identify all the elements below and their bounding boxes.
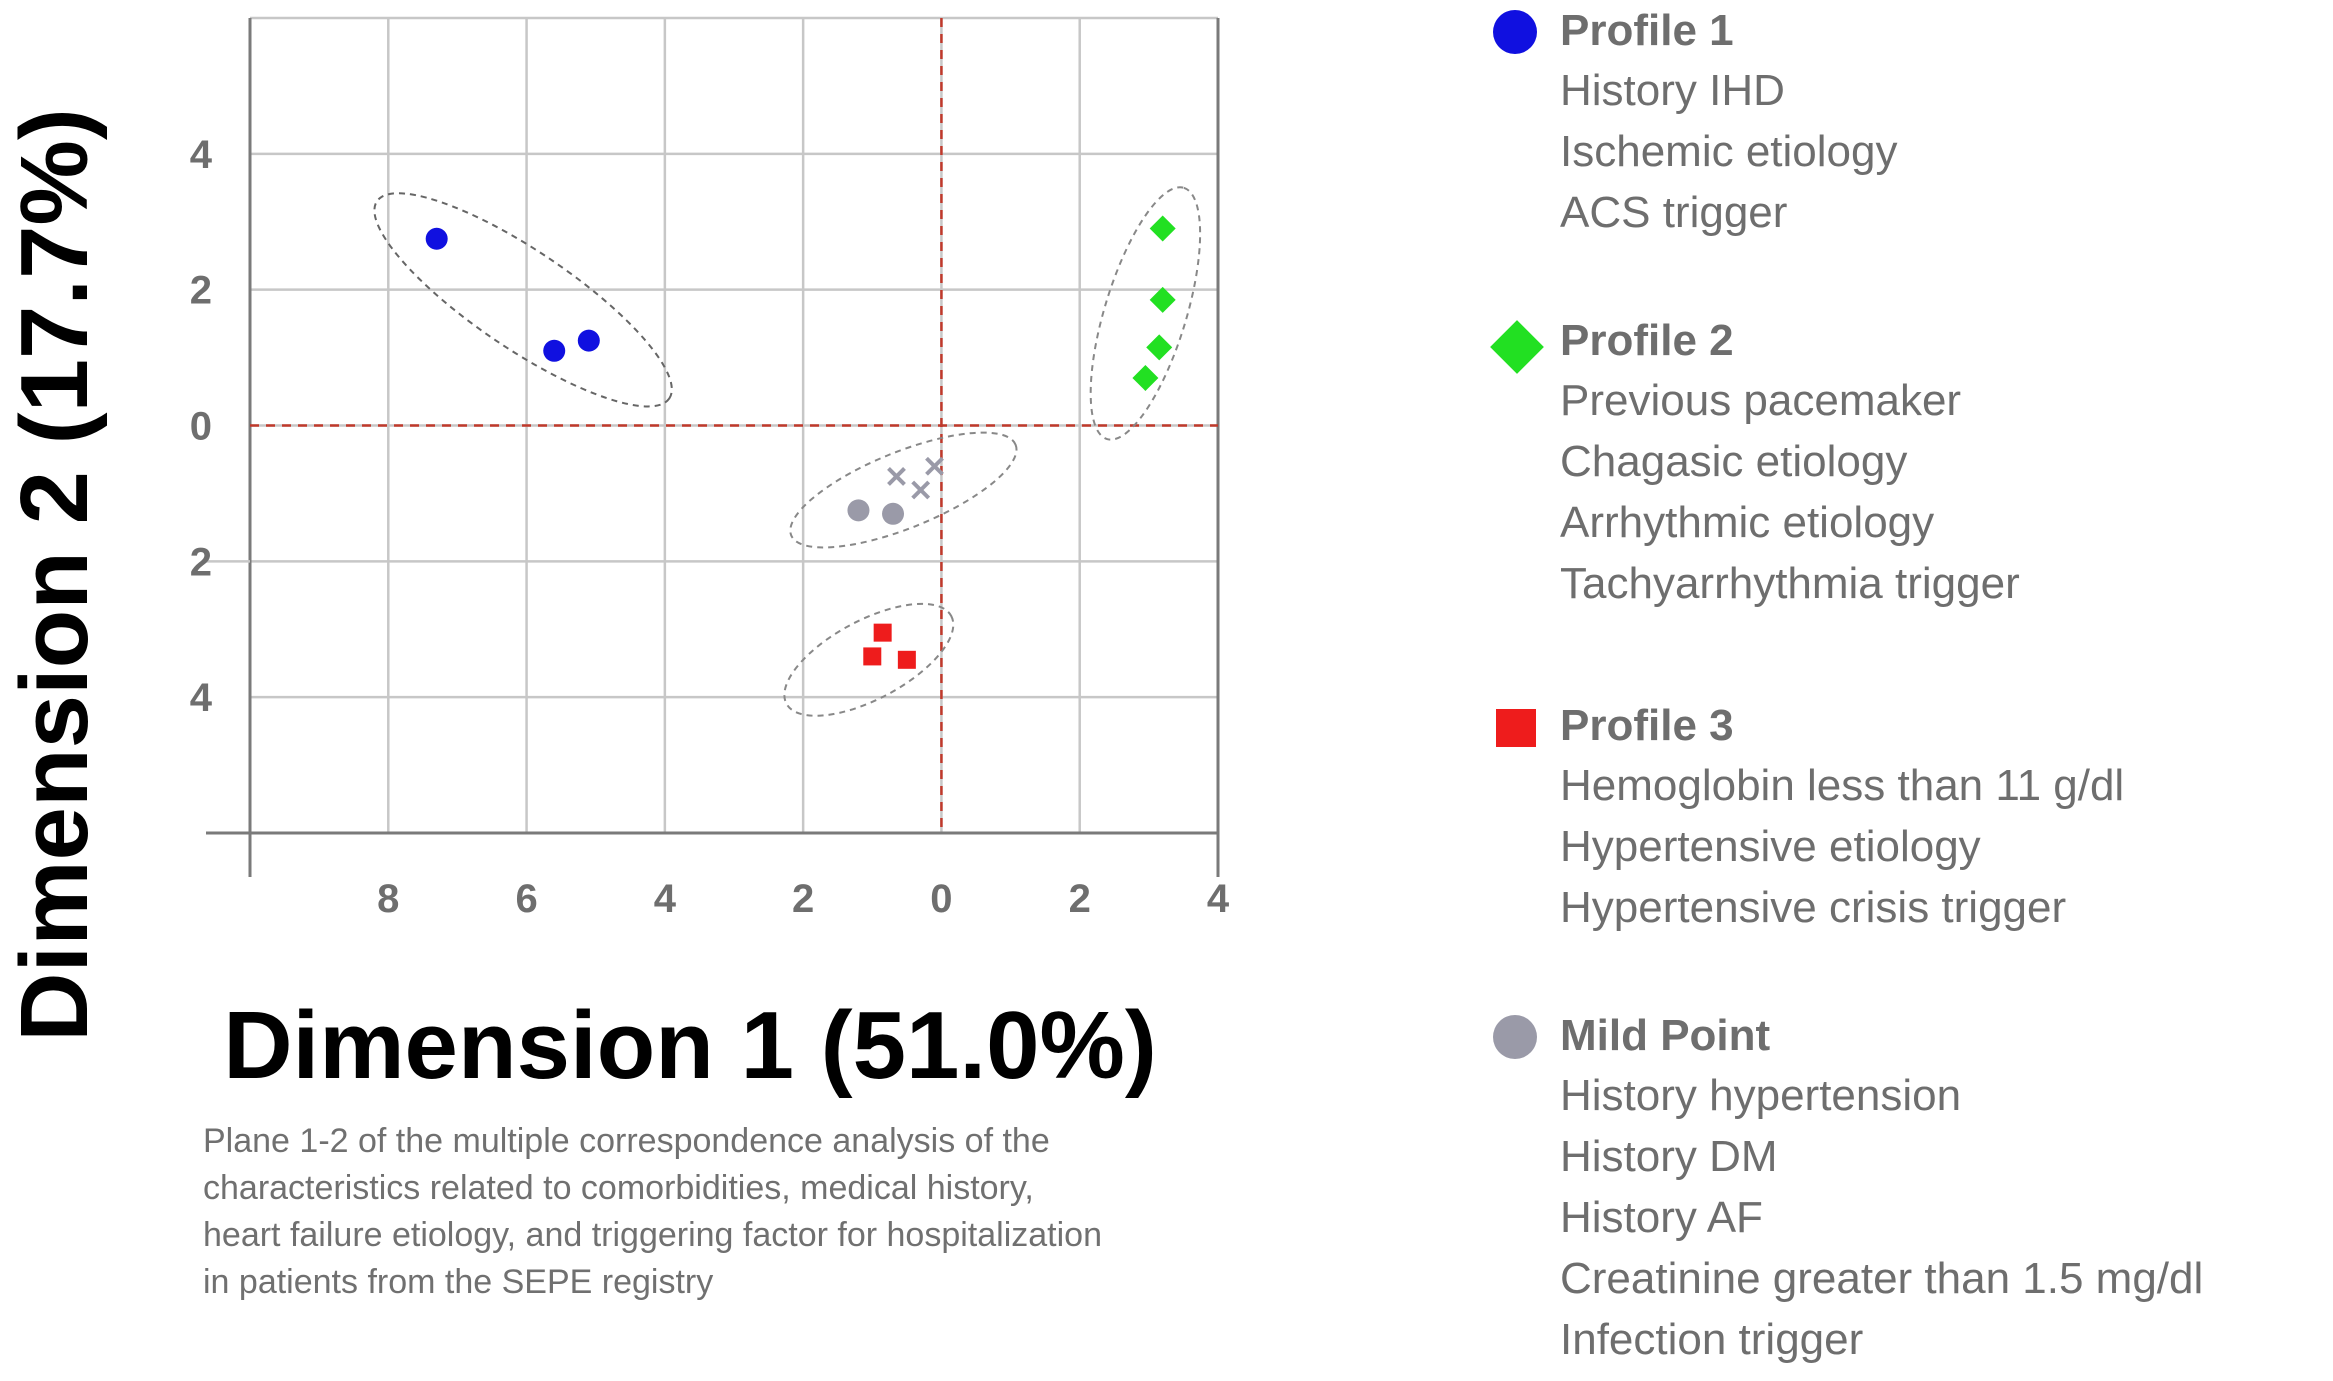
x-tick-label: 2 <box>1068 877 1091 921</box>
x-tick-label: 2 <box>792 877 815 921</box>
legend-item: Hypertensive etiology <box>1560 822 1981 871</box>
data-point-circle <box>426 228 448 250</box>
data-point-diamond <box>1150 216 1176 242</box>
legend-item: History hypertension <box>1560 1071 1962 1120</box>
legend-title: Profile 1 <box>1560 6 1734 55</box>
data-point-cross <box>927 458 943 474</box>
y-axis-title: Dimension 2 (17.7%) <box>1 108 108 1042</box>
legend-item: Hemoglobin less than 11 g/dl <box>1560 761 2125 810</box>
data-point-circle <box>847 499 869 521</box>
legend-item: Ischemic etiology <box>1560 127 1898 176</box>
legend-item: Previous pacemaker <box>1560 376 1962 425</box>
x-tick-label: 8 <box>377 877 400 921</box>
legend-item: Creatinine greater than 1.5 mg/dl <box>1560 1254 2204 1303</box>
y-tick-label: 4 <box>189 676 212 721</box>
data-point-cross <box>888 468 904 484</box>
legend-marker-circle <box>1493 1015 1537 1059</box>
data-point-square <box>863 647 881 665</box>
cluster-ellipse <box>1068 176 1223 451</box>
legend-item: Hypertensive crisis trigger <box>1560 883 2067 932</box>
plot-grid <box>206 18 1218 877</box>
data-point-cross <box>913 482 929 498</box>
data-point-diamond <box>1146 334 1172 360</box>
legend-title: Mild Point <box>1560 1011 1771 1060</box>
data-point-diamond <box>1132 365 1158 391</box>
y-tick-label: 2 <box>189 540 212 585</box>
caption-line: Plane 1-2 of the multiple correspondence analysis of the <box>203 1122 1050 1160</box>
figure-caption <box>203 1118 1223 1306</box>
caption-line: heart failure etiology, and triggering factor for hospitalization <box>203 1216 1102 1254</box>
legend-item: ACS trigger <box>1560 188 1788 237</box>
legend-item: Arrhythmic etiology <box>1560 498 1935 547</box>
tick-labels <box>190 133 1230 921</box>
data-point-square <box>898 651 916 669</box>
caption-line: in patients from the SEPE registry <box>203 1263 714 1301</box>
x-axis-title: Dimension 1 (51.0%) <box>223 992 1157 1099</box>
legend-marker-square <box>1496 709 1536 747</box>
legend-item: Chagasic etiology <box>1560 437 1908 486</box>
data-point-circle <box>578 330 600 352</box>
y-tick-label: 2 <box>189 268 212 313</box>
y-tick-label: 0 <box>189 404 212 449</box>
legend-marker-circle <box>1493 10 1537 54</box>
legend-item: History IHD <box>1560 66 1785 115</box>
x-tick-label: 0 <box>930 877 953 921</box>
legend-item: History DM <box>1560 1132 1778 1181</box>
x-tick-label: 4 <box>1206 877 1230 921</box>
cluster-ellipse <box>777 409 1030 570</box>
data-point-circle <box>543 340 565 362</box>
x-tick-label: 4 <box>653 877 676 921</box>
data-point-square <box>874 624 892 642</box>
cluster-ellipses <box>350 161 1223 739</box>
legend-item: Tachyarrhythmia trigger <box>1560 559 2020 608</box>
cluster-ellipse <box>350 161 697 439</box>
legend-item: History AF <box>1560 1193 1763 1242</box>
legend-item: Infection trigger <box>1560 1315 1864 1364</box>
x-tick-label: 6 <box>515 877 538 921</box>
data-point-circle <box>882 503 904 525</box>
y-tick-label: 4 <box>189 132 212 177</box>
legend-title: Profile 3 <box>1560 701 1734 750</box>
legend-title: Profile 2 <box>1560 316 1734 365</box>
caption-line: characteristics related to comorbidities, medical history, <box>203 1169 1034 1207</box>
reference-lines <box>250 18 1218 833</box>
data-points <box>426 216 1176 669</box>
